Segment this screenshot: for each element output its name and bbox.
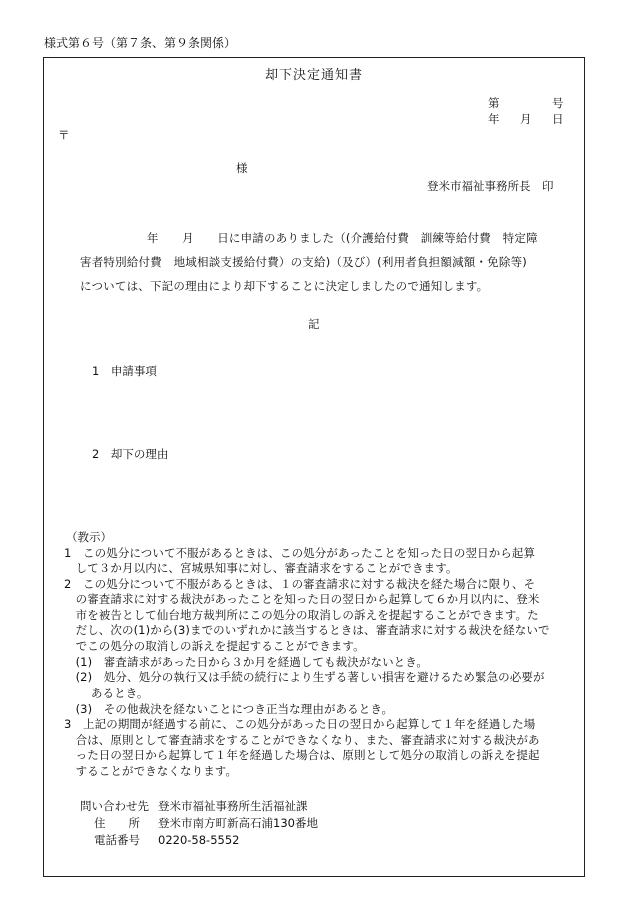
note-line: 合は、原則として審査請求をすることができなくなり、また、審査請求に対する裁決があ [64, 733, 540, 747]
notice-frame [43, 57, 585, 877]
item-application: 1 申請事項 [92, 364, 157, 378]
body-line-3: については、下記の理由により却下することに決定しましたので通知します。 [80, 279, 489, 293]
note-line: の審査請求に対する裁決があったことを知った日の翌日から起算して６か月以内に、登米 [64, 592, 540, 606]
note-line: あるとき。 [64, 686, 149, 700]
note-line: (3) その他裁決を経ないことにつき正当な理由があるとき。 [64, 702, 394, 716]
form-number: 様式第６号（第７条、第９条関係） [44, 36, 237, 50]
postal-mark: 〒 [58, 128, 70, 142]
notes-heading: （教示） [66, 530, 112, 544]
address-value: 登米市南方町新高石浦130番地 [158, 816, 318, 830]
ki-heading: 記 [308, 317, 320, 331]
issuer: 登米市福祉事務所長 印 [427, 179, 554, 193]
note-line: 1 この処分について不服があるときは、この処分があったことを知った日の翌日から起算 [64, 546, 536, 560]
note-line: して３か月以内に、宮城県知事に対し、審査請求をすることができます。 [64, 561, 458, 575]
note-line: (2) 処分、処分の執行又は手続の続行により生ずる著しい損害を避けるため緊急の必要が [64, 670, 545, 684]
tel-label: 電話番号 [94, 833, 140, 847]
number-suffix: 号 [552, 96, 564, 110]
number-prefix: 第 [488, 96, 500, 110]
contact-dept: 登米市福祉事務所生活福祉課 [158, 799, 308, 813]
item-reason: 2 却下の理由 [92, 447, 169, 461]
note-line: でこの処分の取消しの訴えを提起することができます。 [64, 639, 365, 653]
note-line: 2 この処分について不服があるときは、１の審査請求に対する裁決を経た場合に限り、そ [64, 577, 536, 591]
date-month: 月 [520, 112, 532, 126]
note-line: 市を被告として仙台地方裁判所にこの処分の取消しの訴えを提起することができます。た [64, 608, 539, 622]
date-day: 日 [552, 112, 564, 126]
date-year: 年 [488, 112, 500, 126]
addressee-suffix: 様 [236, 161, 248, 175]
note-line: することができなくなります。 [64, 764, 238, 778]
contact-label: 問い合わせ先 [80, 799, 149, 813]
address-label: 住 所 [94, 816, 140, 830]
note-line: った日の翌日から起算して１年を経過した場合は、原則として処分の取消しの訴えを提起 [64, 748, 540, 762]
note-line: だし、次の(1)から(3)までのいずれかに該当するときは、審査請求に対する裁決を経ないで [64, 623, 550, 637]
body-line-1: 年 月 日に申請のありました（(介護給付費 訓練等給付費 特定障 [147, 231, 538, 245]
note-line: 3 上記の期間が経過する前に、この処分があった日の翌日から起算して１年を経過した場 [64, 717, 536, 731]
tel-value: 0220-58-5552 [158, 833, 240, 847]
note-line: (1) 審査請求があった日から３か月を経過しても裁決がないとき。 [64, 655, 429, 669]
body-line-2: 害者特別給付費 地域相談支援給付費）の支給)（及び）(利用者負担額減額・免除等) [80, 255, 527, 269]
document-title: 却下決定通知書 [264, 68, 363, 83]
